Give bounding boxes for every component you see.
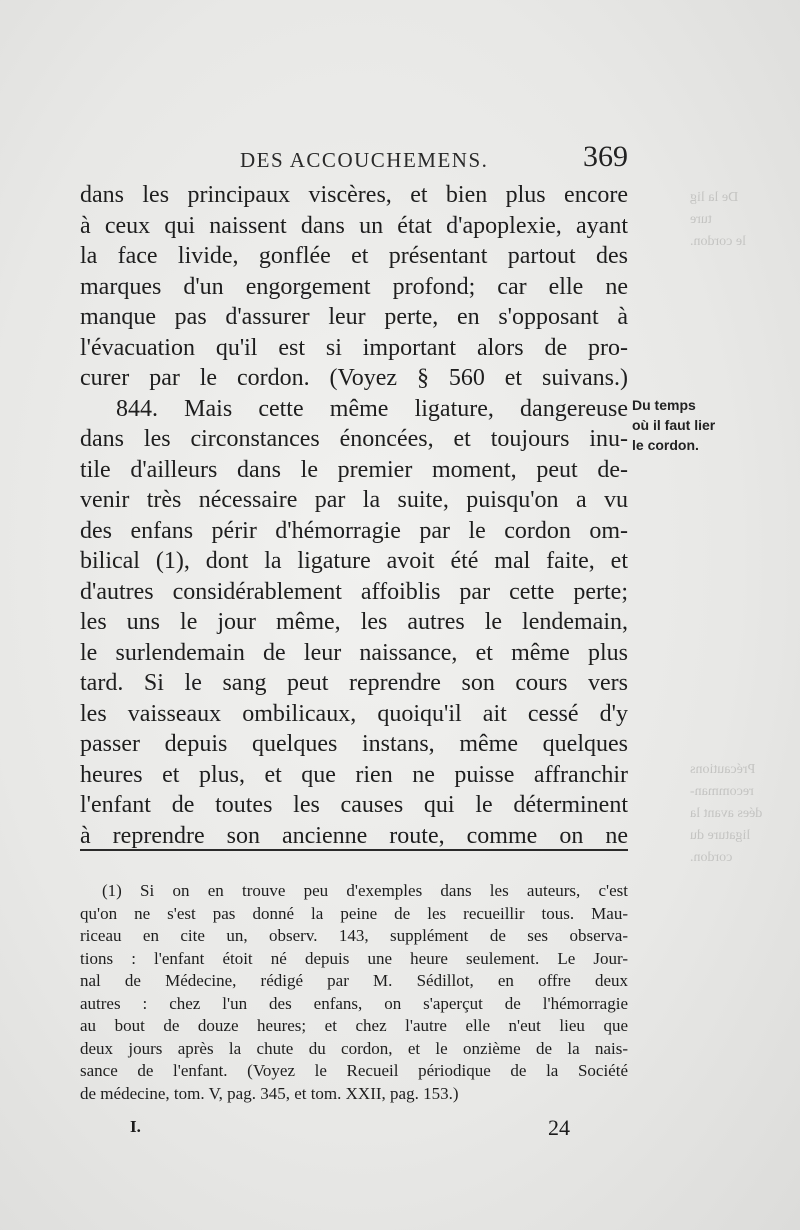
bleed-through-text xyxy=(690,784,754,800)
bleed-through-text xyxy=(690,212,712,228)
text-line: curer par le cordon. (Voyez § 560 et suivans.) xyxy=(80,365,628,391)
margin-note-line: où il faut lier xyxy=(632,417,716,433)
text-line: à reprendre son ancienne route, comme on ne xyxy=(80,822,628,849)
page-footer xyxy=(130,1115,570,1145)
text-line: tile d'ailleurs dans le premier moment, peut de- xyxy=(80,456,628,483)
text-line: manque pas d'assurer leur perte, en s'opposant à xyxy=(80,304,628,330)
text-line: les uns le jour même, les autres le lendemain, xyxy=(80,609,628,635)
text-line: dans les circonstances énoncées, et toujours inu- xyxy=(80,426,628,452)
text-line: les vaisseaux ombilicaux, quoiqu'il ait cessé d'y xyxy=(80,700,628,727)
footnote-line: (1) Si on en trouve peu d'exemples dans les auteurs, c'est xyxy=(102,881,628,900)
text-line: dans les principaux viscères, et bien plus encore xyxy=(80,182,628,208)
text-line: passer depuis quelques instans, même quelques xyxy=(80,731,628,757)
bleed-line: recomman- xyxy=(690,784,754,799)
bleed-line: cordon. xyxy=(690,850,733,865)
bleed-line: De la lig xyxy=(690,190,739,205)
margin-note-line: Du temps xyxy=(632,397,696,413)
sheet-number: 24 xyxy=(548,1115,570,1140)
paragraph-844-start: 844. Mais cette même ligature, dangereuse xyxy=(116,395,628,422)
bleed-through-text xyxy=(690,762,755,778)
footnote-line: autres : chez l'un des enfans, on s'aperçut de l'hémorragie xyxy=(80,993,628,1013)
bleed-line: dées avant la xyxy=(690,806,763,821)
footnote-line: deux jours après la chute du cordon, et le onzième de la nais- xyxy=(80,1038,628,1058)
text-line: d'autres considérablement affoiblis par cette perte; xyxy=(80,578,628,605)
footnote-line: au bout de douze heures; et chez l'autre elle n'eut lieu que xyxy=(80,1016,628,1035)
bleed-line: Précautions xyxy=(690,762,756,777)
text-line: bilical (1), dont la ligature avoit été mal faite, et xyxy=(80,548,628,574)
footnote-separator xyxy=(80,849,628,851)
footnote-line: sance de l'enfant. (Voyez le Recueil périodique de la Société xyxy=(80,1061,628,1080)
footnote xyxy=(80,880,628,1105)
footnote-line: de médecine, tom. V, pag. 345, et tom. XXII, pag. 153.) xyxy=(80,1083,459,1103)
bleed-through-text xyxy=(690,234,746,250)
text-line: venir très nécessaire par la suite, puisqu'on a vu xyxy=(80,487,628,513)
margin-note-line: le cordon. xyxy=(632,437,699,453)
footnote-line: riceau en cite un, observ. 143, supplément de ses observa- xyxy=(80,926,628,945)
footnote-line: tions : l'enfant étoit né depuis une heure seulement. Le Jour- xyxy=(80,948,628,968)
bleed-line: ture xyxy=(690,212,712,227)
footnote-line: nal de Médecine, rédigé par M. Sédillot, en offre deux xyxy=(80,971,628,990)
text-line: la face livide, gonflée et présentant partout des xyxy=(80,243,628,269)
page-number: 369 xyxy=(583,140,628,173)
bleed-through-text xyxy=(690,190,738,206)
page-header xyxy=(80,140,628,180)
text-line: le surlendemain de leur naissance, et même plus xyxy=(80,639,628,666)
text-line: tard. Si le sang peut reprendre son cours vers xyxy=(80,670,628,696)
bleed-line: le cordon. xyxy=(690,234,746,249)
bleed-through-text xyxy=(690,828,750,844)
running-title: DES ACCOUCHEMENS. xyxy=(240,148,489,172)
bleed-line: ligature du xyxy=(690,828,751,843)
bleed-through-text xyxy=(690,850,732,866)
text-line: l'évacuation qu'il est si important alors de pro- xyxy=(80,334,628,361)
signature-mark: I. xyxy=(130,1117,141,1136)
text-line: à ceux qui naissent dans un état d'apoplexie, ayant xyxy=(80,212,628,239)
text-line: heures et plus, et que rien ne puisse affranchir xyxy=(80,761,628,788)
margin-note xyxy=(632,395,752,455)
bleed-through-text xyxy=(690,806,762,822)
footnote-line: qu'on ne s'est pas donné la peine de les recueillir tous. Mau- xyxy=(80,903,628,923)
main-text xyxy=(80,180,628,851)
text-line: des enfans périr d'hémorragie par le cordon om- xyxy=(80,517,628,544)
text-line: l'enfant de toutes les causes qui le déterminent xyxy=(80,792,628,818)
text-line: marques d'un engorgement profond; car elle ne xyxy=(80,273,628,300)
